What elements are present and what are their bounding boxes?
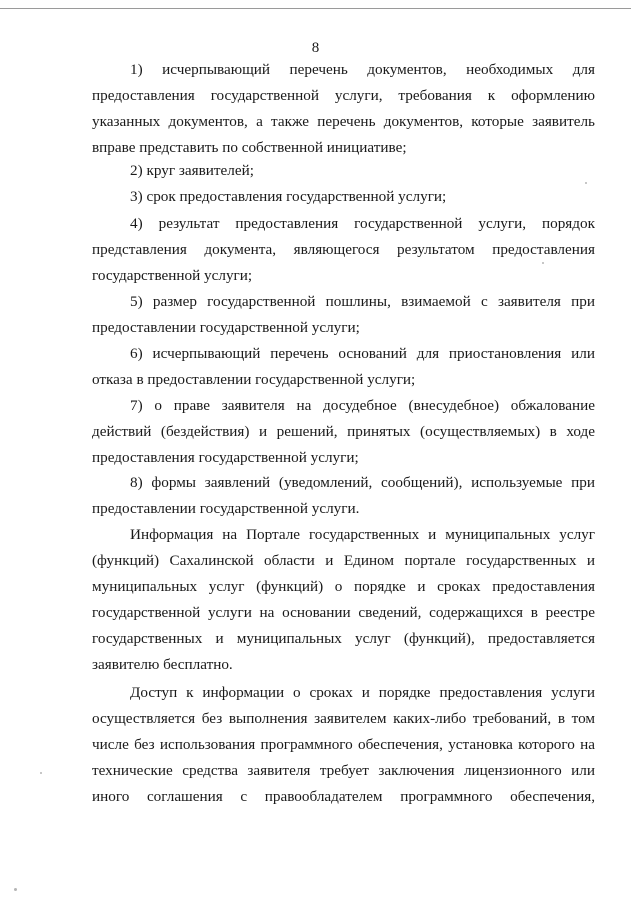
- paragraph: [92, 522, 595, 678]
- scan-speck: [40, 772, 42, 774]
- page-number: 8: [311, 40, 320, 56]
- text-line: 3) срок предоставления государственной услуги;: [130, 188, 447, 205]
- text-line: числе без использования программного обеспечения, установка которого на: [92, 736, 595, 753]
- text-line: предоставления государственной услуги;: [92, 449, 359, 466]
- text-line: 7) о праве заявителя на досудебное (внесудебное) обжалование: [130, 397, 595, 414]
- text-line: Доступ к информации о сроках и порядке предоставления услуги: [130, 684, 595, 701]
- text-line: 2) круг заявителей;: [130, 162, 254, 179]
- text-line: Информация на Портале государственных и муниципальных услуг: [130, 526, 595, 543]
- paragraph: [92, 470, 595, 522]
- text-line: 5) размер государственной пошлины, взимаемой с заявителя при: [130, 293, 595, 310]
- paragraph: [92, 57, 595, 161]
- scan-speck: [542, 262, 544, 264]
- paragraph: [92, 289, 595, 341]
- paragraph: [92, 393, 595, 471]
- paragraph: [92, 184, 595, 210]
- text-line: государственной услуги на основании сведений, содержащихся в реестре: [92, 604, 595, 621]
- text-line: 4) результат предоставления государственной услуги, порядок: [130, 215, 595, 232]
- text-line: предоставлении государственной услуги.: [92, 500, 360, 517]
- text-line: государственной услуги;: [92, 267, 253, 284]
- text-line: 8) формы заявлений (уведомлений, сообщений), используемые при: [130, 474, 595, 491]
- text-line: иного соглашения с правообладателем программного обеспечения,: [92, 788, 595, 805]
- text-line: 6) исчерпывающий перечень оснований для приостановления или: [130, 345, 595, 362]
- text-line: предоставлении государственной услуги;: [92, 319, 360, 336]
- text-line: государственных и муниципальных услуг (функций), предоставляется: [92, 630, 595, 647]
- paragraph: [92, 680, 595, 810]
- text-line: осуществляется без выполнения заявителем каких-либо требований, в том: [92, 710, 595, 727]
- text-line: заявителю бесплатно.: [92, 656, 233, 673]
- text-line: муниципальных услуг (функций) о порядке и сроках предоставления: [92, 578, 595, 595]
- text-line: предоставления государственной услуги, требования к оформлению: [92, 87, 595, 104]
- scan-top-edge: [0, 8, 631, 9]
- scan-speck: [14, 888, 17, 891]
- scan-speck: [585, 182, 587, 184]
- paragraph: [92, 158, 595, 184]
- text-line: технические средства заявителя требует заключения лицензионного или: [92, 762, 595, 779]
- paragraph: [92, 341, 595, 393]
- paragraph: [92, 211, 595, 289]
- text-line: (функций) Сахалинской области и Едином портале государственных и: [92, 552, 595, 569]
- text-line: вправе представить по собственной инициативе;: [92, 139, 407, 156]
- text-line: отказа в предоставлении государственной услуги;: [92, 371, 416, 388]
- text-line: представления документа, являющегося результатом предоставления: [92, 241, 595, 258]
- text-line: 1) исчерпывающий перечень документов, необходимых для: [130, 61, 595, 78]
- text-line: указанных документов, а также перечень документов, которые заявитель: [92, 113, 595, 130]
- text-line: действий (бездействия) и решений, принятых (осуществляемых) в ходе: [92, 423, 595, 440]
